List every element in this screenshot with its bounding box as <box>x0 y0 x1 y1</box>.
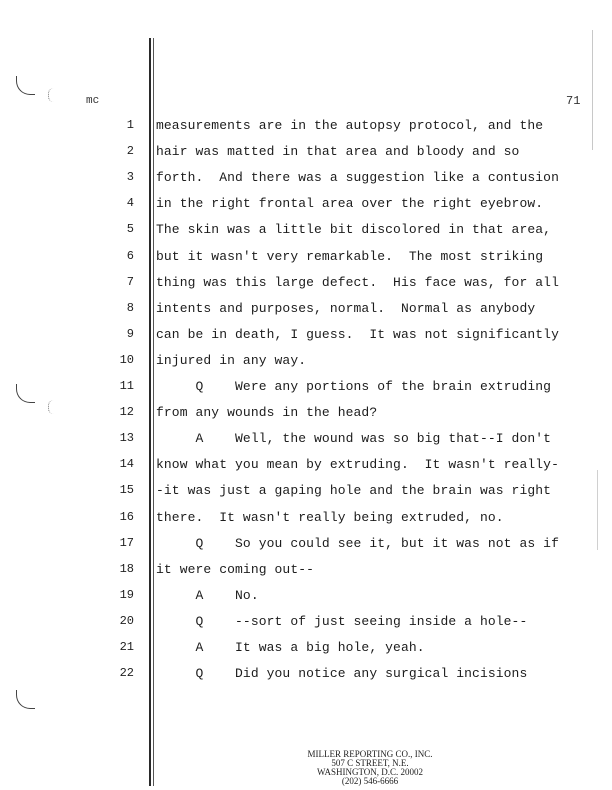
footer-city: WASHINGTON, D.C. 20002 <box>316 767 424 777</box>
line-text: Q --sort of just seeing inside a hole-- <box>156 613 528 629</box>
line-number: 17 <box>119 535 134 550</box>
transcript-line <box>0 405 612 427</box>
line-text: A Well, the wound was so big that--I don't <box>156 431 552 447</box>
line-number: 18 <box>119 561 134 576</box>
line-number: 1 <box>126 118 134 132</box>
line-number: 11 <box>119 379 134 393</box>
line-number: 2 <box>126 144 134 159</box>
line-number: 6 <box>126 248 134 263</box>
line-text: from any wounds in the head? <box>156 405 378 421</box>
line-text: A It was a big hole, yeah. <box>156 640 425 655</box>
line-number: 16 <box>119 509 134 524</box>
line-text: there. It wasn't really being extruded, no. <box>156 509 504 525</box>
line-number: 20 <box>119 613 134 628</box>
line-text: Q So you could see it, but it was not as if <box>156 535 559 551</box>
line-number: 15 <box>119 483 134 498</box>
line-number: 14 <box>119 457 134 472</box>
transcript-line <box>0 640 612 662</box>
line-number: 4 <box>126 196 134 211</box>
transcript-line <box>0 510 612 532</box>
transcript-line <box>0 327 612 349</box>
transcript-line <box>0 431 612 453</box>
line-text: Q Did you notice any surgical incisions <box>156 666 528 682</box>
page-number: 71 <box>566 94 581 108</box>
footer-phone: (202) 546-6666 <box>341 776 399 786</box>
scan-artifact <box>48 88 59 102</box>
transcript-line <box>0 457 612 479</box>
line-number: 19 <box>119 587 134 602</box>
line-text: forth. And there was a suggestion like a contusion <box>156 170 559 186</box>
line-number: 7 <box>126 274 134 289</box>
footer-company: MILLER REPORTING CO., INC. <box>307 749 433 759</box>
line-number: 8 <box>126 300 134 315</box>
line-number: 5 <box>126 222 134 237</box>
line-number: 3 <box>126 170 134 185</box>
line-number: 13 <box>119 431 134 446</box>
transcript-line <box>0 483 612 505</box>
line-text: -it was just a gaping hole and the brain was right <box>156 483 552 499</box>
hole-punch-mark <box>16 690 35 709</box>
line-number: 22 <box>119 666 134 681</box>
line-text: thing was this large defect. His face was, for all <box>156 274 559 290</box>
hole-punch-mark <box>16 76 35 95</box>
line-text: The skin was a little bit discolored in that area, <box>156 222 552 238</box>
transcript-line <box>0 301 612 323</box>
footer-street: 507 C STREET, N.E. <box>331 758 409 768</box>
line-text: but it wasn't very remarkable. The most striking <box>156 248 544 264</box>
transcript-line <box>0 588 612 610</box>
line-text: measurements are in the autopsy protocol, and the <box>156 118 544 133</box>
transcript-line <box>0 144 612 166</box>
line-number: 12 <box>119 405 134 420</box>
transcript-line <box>0 275 612 297</box>
transcript-line <box>0 353 612 375</box>
transcript-line <box>0 379 612 401</box>
line-number: 10 <box>119 352 134 367</box>
reporter-footer <box>250 750 490 786</box>
line-text: Q Were any portions of the brain extruding <box>156 379 552 394</box>
transcript-line <box>0 249 612 271</box>
line-text: it were coming out-- <box>156 561 315 577</box>
line-text: A No. <box>156 587 259 603</box>
transcript-line <box>0 170 612 192</box>
transcript-line <box>0 562 612 584</box>
line-text: injured in any way. <box>156 352 307 368</box>
transcript-line <box>0 222 612 244</box>
transcript-line <box>0 196 612 218</box>
line-text: can be in death, I guess. It was not significantly <box>156 326 559 342</box>
transcript-line <box>0 614 612 636</box>
line-text: in the right frontal area over the right eyebrow. <box>156 196 544 212</box>
reporter-initials: mc <box>86 95 100 107</box>
transcript-line <box>0 118 612 140</box>
line-text: hair was matted in that area and bloody and so <box>156 144 520 160</box>
line-text: know what you mean by extruding. It wasn't really- <box>156 457 559 473</box>
transcript-line <box>0 536 612 558</box>
line-text: intents and purposes, normal. Normal as anybody <box>156 300 536 316</box>
line-number: 9 <box>126 326 134 341</box>
line-number: 21 <box>119 640 134 654</box>
transcript-line <box>0 666 612 688</box>
